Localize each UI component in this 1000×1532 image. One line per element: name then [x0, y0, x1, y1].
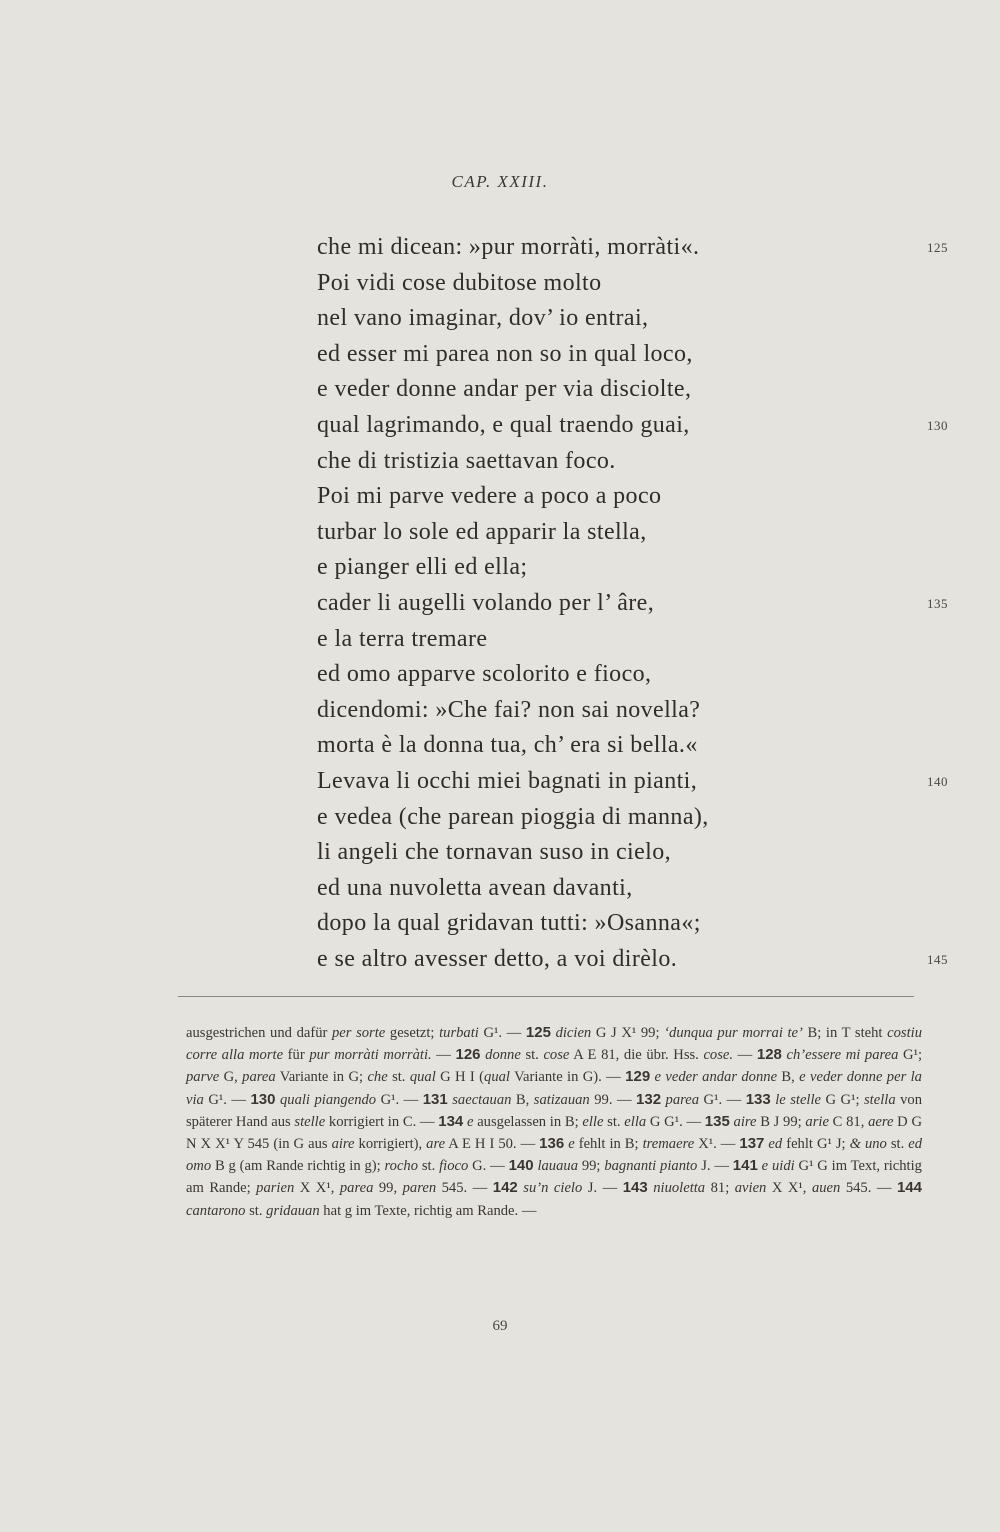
verse-line	[317, 800, 957, 836]
footnote-divider	[178, 996, 914, 997]
footnote-variant: & uno	[849, 1136, 887, 1153]
footnote-variant: rocho	[384, 1158, 419, 1175]
footnote-text: X¹. —	[694, 1136, 740, 1153]
verse-text: li angeli che tornavan suso in cielo,	[317, 839, 672, 866]
footnote-text: st.	[245, 1202, 267, 1219]
footnote-line-ref: 129	[625, 1068, 651, 1086]
footnote-text: A E 81, die übr. Hss.	[569, 1047, 704, 1064]
footnote-text: G G¹. —	[646, 1113, 705, 1130]
verse-line	[317, 728, 957, 764]
verse-text: che di tristizia saettavan foco.	[317, 447, 616, 474]
footnote-variant: ed	[768, 1136, 783, 1153]
verse-line	[317, 230, 957, 266]
footnote-variant: ch’essere mi parea	[786, 1047, 899, 1064]
footnote-line-ref: 136	[539, 1135, 565, 1153]
footnote-text: X X¹,	[294, 1180, 340, 1197]
footnote-line-ref: 140	[508, 1157, 534, 1175]
footnote-variant: le stelle	[775, 1091, 822, 1108]
footnote-variant: e veder andar donne	[654, 1069, 778, 1086]
footnote-variant: cose	[543, 1047, 570, 1064]
footnote-text: 99. —	[589, 1091, 637, 1108]
footnote-variant: satizauan	[533, 1091, 590, 1108]
verse-text: e la terra tremare	[317, 625, 488, 652]
footnote-text: 99,	[373, 1180, 403, 1197]
footnote-variant: e	[568, 1136, 575, 1153]
footnote-variant: ella	[624, 1113, 647, 1130]
verse-text: che mi dicean: »pur morràti, morràti«.	[317, 234, 700, 260]
footnote-variant: tremaere	[642, 1136, 695, 1153]
footnote-text: G¹. —	[699, 1091, 746, 1108]
verse-line	[317, 337, 957, 373]
footnote-variant: aere	[868, 1113, 894, 1130]
footnote-line-ref: 137	[739, 1135, 765, 1153]
verse-line	[317, 515, 957, 551]
footnote-text: von späterer Hand aus	[186, 1091, 922, 1130]
verse-text: Poi mi parve vedere a poco a poco	[317, 483, 662, 510]
footnote-variant: bagnanti pianto	[604, 1158, 698, 1175]
footnote-variant: aire	[331, 1136, 355, 1153]
footnote-variant: arie	[805, 1113, 829, 1130]
footnote-variant: gridauan	[266, 1202, 320, 1219]
footnote-variant: ed omo	[186, 1136, 923, 1175]
footnote-text: J. —	[697, 1158, 733, 1175]
footnote-text: D G N X X¹ Y 545 (in G aus	[186, 1113, 922, 1153]
footnote-text: G,	[219, 1069, 243, 1086]
footnote-variant: parea	[665, 1091, 700, 1108]
footnote-variant: stella	[864, 1091, 896, 1108]
footnote-text: hat g im Texte, richtig am Rande. —	[319, 1202, 537, 1219]
footnote-text: G J X¹ 99;	[591, 1025, 665, 1041]
footnote-text: Variante in G;	[275, 1069, 368, 1086]
footnote-variant: e	[467, 1113, 474, 1130]
footnote-variant: che	[367, 1069, 388, 1086]
verse-text: e veder donne andar per via disciolte,	[317, 376, 692, 403]
footnote-variant: e veder donne per la via	[186, 1069, 922, 1108]
verse-text: Poi vidi cose dubitose molto	[317, 269, 602, 296]
verse-text: e vedea (che parean pioggia di manna),	[317, 803, 709, 830]
footnote-variant: e uidi	[761, 1158, 795, 1175]
footnote-variant: cantarono	[186, 1202, 246, 1219]
footnote-line-ref: 128	[756, 1046, 782, 1064]
verse-text: qual lagrimando, e qual traendo guai,	[317, 411, 690, 438]
footnote-variant: auen	[811, 1180, 841, 1197]
verse-text: morta è la donna tua, ch’ era si bella.«	[317, 732, 698, 759]
verse-text: turbar lo sole ed apparir la stella,	[317, 518, 647, 545]
verse-text: e se altro avesser detto, a voi dirèlo.	[317, 945, 678, 972]
footnote-line-ref: 135	[704, 1112, 730, 1130]
footnote-text: fehlt in B;	[574, 1136, 643, 1153]
verse-line	[317, 266, 957, 302]
line-number: 130	[927, 417, 948, 433]
footnote-variant: stelle	[294, 1113, 326, 1130]
footnote-text: —	[431, 1047, 456, 1064]
footnote-text: gesetzt;	[385, 1025, 440, 1041]
footnote-variant: turbati	[439, 1025, 479, 1041]
footnote-variant: dicien	[555, 1025, 592, 1041]
footnote-variant: lauaua	[537, 1158, 578, 1175]
footnote-line-ref: 132	[636, 1090, 662, 1108]
footnote-text: st.	[520, 1047, 544, 1064]
footnote-variant: cose.	[703, 1047, 734, 1064]
footnote-text: G¹. —	[203, 1091, 251, 1108]
footnote-text: ausgelassen in B;	[473, 1113, 583, 1130]
footnote-text: st.	[603, 1113, 625, 1130]
footnote-line-ref: 125	[525, 1024, 551, 1041]
footnote-text: fehlt G¹ J;	[782, 1136, 850, 1153]
footnote-variant: elle	[582, 1113, 604, 1130]
verse-line	[317, 693, 957, 729]
footnote-variant: per sorte	[332, 1025, 386, 1041]
footnotes	[186, 1022, 922, 1222]
verse-text: Levava li occhi miei bagnati in pianti,	[317, 767, 698, 794]
footnote-text: B; in T steht	[802, 1025, 888, 1041]
line-number: 140	[927, 773, 948, 789]
footnote-text: B,	[777, 1069, 800, 1086]
footnote-text: 545. —	[840, 1180, 897, 1197]
verse-line	[317, 301, 957, 337]
footnote-text: —	[733, 1047, 757, 1064]
footnote-text: G¹. —	[478, 1025, 526, 1041]
footnote-text: G. —	[468, 1158, 509, 1175]
verse-text: nel vano imaginar, dov’ io entrai,	[317, 305, 649, 332]
verse-text: ed una nuvoletta avean davanti,	[317, 874, 633, 901]
footnote-line-ref: 126	[455, 1046, 481, 1064]
footnote-variant: costiu corre alla morte	[186, 1025, 922, 1064]
footnote-variant: avien	[734, 1180, 767, 1197]
footnote-variant: paren	[402, 1180, 437, 1197]
footnote-paragraph	[186, 1022, 922, 1222]
verse-line	[317, 372, 957, 408]
footnote-variant: parea	[339, 1180, 374, 1197]
footnote-line-ref: 142	[492, 1179, 518, 1197]
footnote-variant: saectauan	[452, 1091, 512, 1108]
footnote-line-ref: 141	[732, 1157, 758, 1175]
line-number: 125	[927, 240, 948, 255]
footnote-text: für	[283, 1047, 310, 1064]
footnote-variant: qual	[484, 1069, 510, 1086]
footnote-text: ausgestrichen und dafür	[186, 1025, 332, 1041]
footnote-variant: donne	[485, 1047, 521, 1064]
footnote-text: 81;	[705, 1180, 735, 1197]
footnote-text: 545. —	[436, 1180, 493, 1197]
footnote-text: J. —	[582, 1180, 623, 1197]
footnote-text: st.	[418, 1158, 440, 1175]
footnote-variant: ‘dunqua pur morrai te’	[664, 1025, 803, 1041]
verse-text: ed esser mi parea non so in qual loco,	[317, 340, 693, 367]
footnote-text: Variante in G). —	[509, 1069, 626, 1086]
footnote-text: 99;	[578, 1158, 605, 1175]
footnote-line-ref: 130	[250, 1090, 276, 1108]
poem-text	[317, 230, 957, 977]
footnote-line-ref: 134	[438, 1112, 464, 1130]
footnote-line-ref: 131	[422, 1090, 448, 1108]
footnote-variant: aire	[733, 1113, 757, 1130]
verse-line	[317, 657, 957, 693]
footnote-text: korrigiert),	[354, 1136, 427, 1153]
verse-line	[317, 586, 957, 622]
footnote-text: korrigiert in C. —	[325, 1113, 439, 1130]
footnote-variant: parien	[256, 1180, 295, 1197]
footnote-variant: fioco	[439, 1158, 469, 1175]
footnote-line-ref: 144	[896, 1179, 922, 1197]
verse-line	[317, 550, 957, 586]
line-number: 135	[927, 595, 948, 611]
verse-text: cader li augelli volando per l’ âre,	[317, 589, 655, 616]
footnote-text: B g (am Rande richtig in g);	[211, 1158, 385, 1175]
verse-line	[317, 479, 957, 515]
footnote-line-ref: 133	[745, 1090, 771, 1108]
footnote-variant: niuoletta	[653, 1180, 706, 1197]
verse-line	[317, 408, 957, 444]
footnote-text: A E H I 50. —	[445, 1136, 540, 1153]
footnote-text: G H I (	[435, 1069, 485, 1086]
verse-line	[317, 835, 957, 871]
verse-line	[317, 906, 957, 942]
footnote-variant: qual	[409, 1069, 436, 1086]
footnote-variant: su’n cielo	[523, 1180, 583, 1197]
footnote-variant: parve	[186, 1069, 220, 1086]
verse-line	[317, 622, 957, 658]
footnote-text: G¹;	[898, 1047, 923, 1064]
footnote-variant: are	[426, 1136, 446, 1153]
footnote-variant: pur morràti morràti.	[309, 1047, 432, 1064]
footnote-text: G G¹;	[821, 1091, 864, 1108]
verse-line	[317, 871, 957, 907]
verse-text: e pianger elli ed ella;	[317, 554, 528, 581]
footnote-text: st.	[886, 1136, 909, 1153]
verse-text: dicendomi: »Che fai? non sai novella?	[317, 696, 701, 723]
footnote-text: G¹ G im Text, richtig am Rande;	[186, 1158, 922, 1197]
footnote-text: st.	[387, 1069, 410, 1086]
chapter-heading: CAP. XXIII.	[451, 172, 549, 191]
footnote-text: G¹. —	[376, 1091, 423, 1108]
verse-line	[317, 444, 957, 480]
verse-line	[317, 942, 957, 978]
verse-line	[317, 764, 957, 800]
footnote-text: B J 99;	[756, 1113, 806, 1130]
footnote-variant: parea	[242, 1069, 276, 1086]
line-number: 145	[927, 951, 948, 967]
footnote-text: X X¹,	[766, 1180, 812, 1197]
footnote-text: C 81,	[828, 1113, 869, 1130]
verse-text: ed omo apparve scolorito e fioco,	[317, 661, 652, 688]
verse-text: dopo la qual gridavan tutti: »Osanna«;	[317, 910, 701, 937]
page-number: 69	[492, 1318, 508, 1334]
footnote-line-ref: 143	[622, 1179, 648, 1197]
footnote-text: B,	[511, 1091, 534, 1108]
footnote-variant: quali piangendo	[279, 1091, 377, 1108]
